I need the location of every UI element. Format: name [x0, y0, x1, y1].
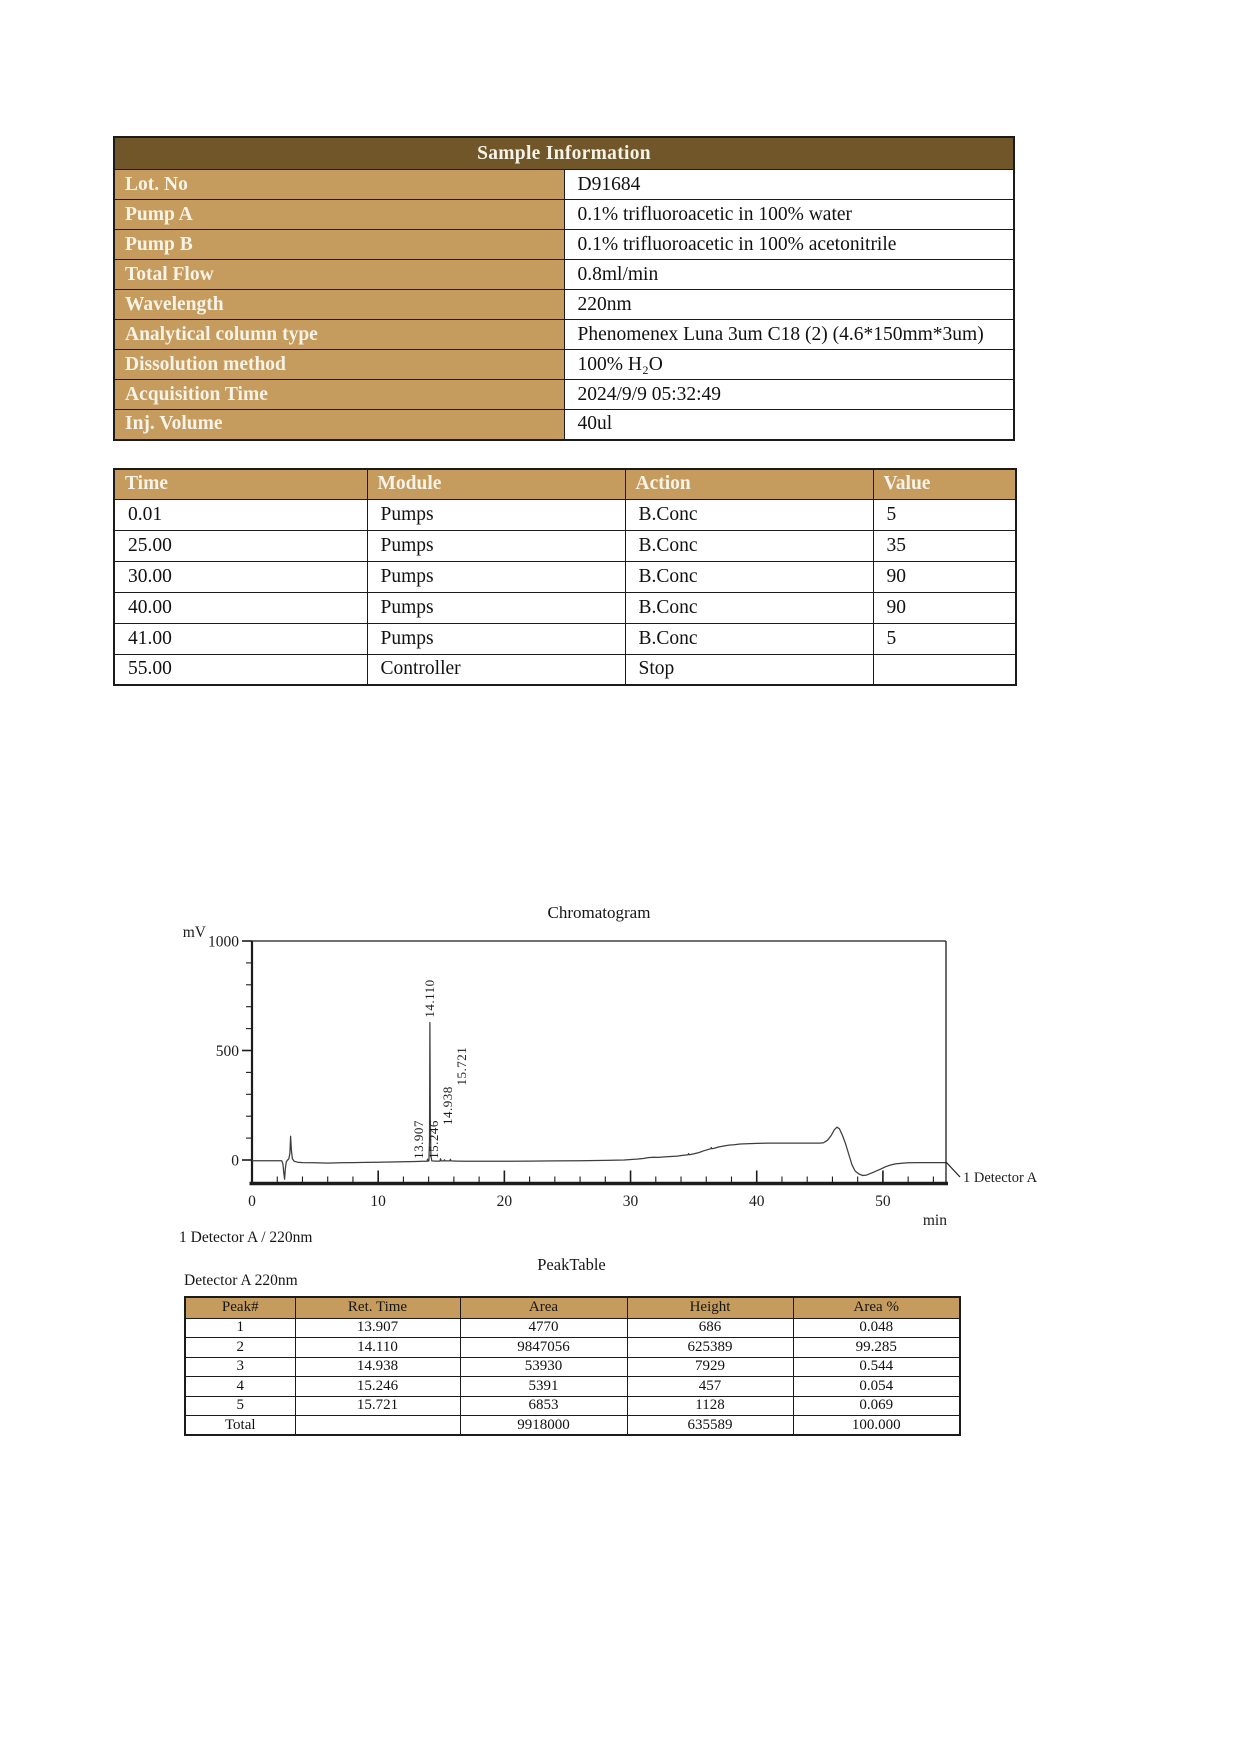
program-row [114, 499, 1016, 530]
peak-cell: 686 [627, 1318, 793, 1338]
x-tick-label: 30 [622, 1193, 639, 1210]
peak-table-body [185, 1318, 960, 1435]
peak-rt-label: 13.907 [411, 1120, 426, 1159]
peak-cell: 457 [627, 1377, 793, 1397]
program-cell: B.Conc [625, 592, 873, 623]
peak-row [185, 1416, 960, 1436]
program-cell: Pumps [367, 499, 625, 530]
sample-info-label: Dissolution method [114, 350, 564, 380]
x-tick-label: 10 [370, 1193, 386, 1210]
sample-info-label: Lot. No [114, 170, 564, 200]
peak-cell: 14.938 [295, 1357, 460, 1377]
program-cell: Controller [367, 654, 625, 685]
peak-table-title: PeakTable [537, 1255, 606, 1274]
peak-row [185, 1377, 960, 1397]
program-table [113, 468, 1017, 686]
sample-info-value: D91684 [564, 170, 1014, 200]
sample-info-row [114, 350, 1014, 380]
program-cell: Pumps [367, 592, 625, 623]
x-tick-label: 50 [875, 1193, 891, 1210]
peak-cell: 3 [185, 1357, 295, 1377]
peak-column-header: Height [627, 1297, 793, 1318]
peak-cell: 625389 [627, 1338, 793, 1358]
program-row [114, 592, 1016, 623]
sample-info-label: Pump A [114, 200, 564, 230]
program-cell: 30.00 [114, 561, 367, 592]
sample-info-row [114, 200, 1014, 230]
program-cell: B.Conc [625, 623, 873, 654]
program-cell: Pumps [367, 561, 625, 592]
program-cell: Pumps [367, 623, 625, 654]
peak-rt-label: 15.246 [426, 1120, 441, 1159]
program-cell: Stop [625, 654, 873, 685]
sample-info-label: Pump B [114, 230, 564, 260]
program-row [114, 654, 1016, 685]
sample-info-row [114, 170, 1014, 200]
y-tick-label: 500 [215, 1043, 239, 1060]
program-cell: B.Conc [625, 499, 873, 530]
x-tick-label: 0 [248, 1193, 256, 1210]
program-cell: 5 [873, 499, 1016, 530]
y-tick-label: 1000 [208, 933, 239, 951]
peak-column-header: Area % [793, 1297, 960, 1318]
peak-column-header: Peak# [185, 1297, 295, 1318]
peak-header-row [185, 1297, 960, 1318]
chromatogram-title: Chromatogram [547, 903, 651, 922]
series-annotation: 1 Detector A [963, 1170, 1038, 1186]
detector-trace [252, 1023, 946, 1180]
chromatogram-chart [140, 880, 1100, 1260]
sample-info-row [114, 290, 1014, 320]
program-cell: 25.00 [114, 530, 367, 561]
peak-cell: 635589 [627, 1416, 793, 1436]
program-cell: B.Conc [625, 561, 873, 592]
program-cell: B.Conc [625, 530, 873, 561]
x-axis-unit-label: min [922, 1212, 947, 1229]
program-cell: 55.00 [114, 654, 367, 685]
peak-cell: 7929 [627, 1357, 793, 1377]
sample-info-row [114, 380, 1014, 410]
peak-rt-label: 15.721 [454, 1046, 469, 1086]
sample-info-value: 2024/9/9 05:32:49 [564, 380, 1014, 410]
peak-row [185, 1338, 960, 1358]
sample-info-value: 220nm [564, 290, 1014, 320]
program-column-header: Time [114, 469, 367, 499]
program-cell: Pumps [367, 530, 625, 561]
sample-info-row [114, 230, 1014, 260]
program-cell: 41.00 [114, 623, 367, 654]
sample-info-row [114, 410, 1014, 440]
peak-cell: 1 [185, 1318, 295, 1338]
sample-info-value: 100% H₂O [564, 350, 1014, 380]
sample-info-label: Inj. Volume [114, 410, 564, 440]
sample-info-value: Phenomenex Luna 3um C18 (2) (4.6*150mm*3um) [564, 320, 1014, 350]
peak-cell: 53930 [460, 1357, 627, 1377]
sample-info-label: Acquisition Time [114, 380, 564, 410]
peak-rt-label: 14.110 [422, 979, 437, 1018]
sample-info-row [114, 320, 1014, 350]
program-cell: 5 [873, 623, 1016, 654]
sample-info-value: 0.1% trifluoroacetic in 100% water [564, 200, 1014, 230]
sample-info-value: 0.8ml/min [564, 260, 1014, 290]
peak-cell: 9847056 [460, 1338, 627, 1358]
program-row [114, 530, 1016, 561]
y-tick-label: 0 [231, 1152, 239, 1170]
program-column-header: Module [367, 469, 625, 499]
program-cell: 90 [873, 592, 1016, 623]
x-tick-label: 20 [496, 1193, 513, 1210]
peak-cell: 15.246 [295, 1377, 460, 1397]
peak-row [185, 1357, 960, 1377]
peak-cell: 0.544 [793, 1357, 960, 1377]
peak-cell: 5 [185, 1396, 295, 1416]
peak-cell: 14.110 [295, 1338, 460, 1358]
peak-cell: 2 [185, 1338, 295, 1358]
peak-cell: 99.285 [793, 1338, 960, 1358]
sample-info-table [113, 136, 1015, 441]
detector-caption: 1 Detector A / 220nm [179, 1229, 313, 1246]
sample-info-value: 0.1% trifluoroacetic in 100% acetonitrile [564, 230, 1014, 260]
peak-cell: 15.721 [295, 1396, 460, 1416]
program-cell: 35 [873, 530, 1016, 561]
program-row [114, 623, 1016, 654]
peak-column-header: Area [460, 1297, 627, 1318]
x-tick-label: 40 [748, 1193, 765, 1210]
peak-row [185, 1318, 960, 1338]
program-body [114, 499, 1016, 685]
peak-cell: 0.048 [793, 1318, 960, 1338]
sample-info-row [114, 260, 1014, 290]
peak-row [185, 1396, 960, 1416]
peak-table [184, 1296, 961, 1436]
peak-cell: 9918000 [460, 1416, 627, 1436]
peak-cell: 0.069 [793, 1396, 960, 1416]
program-cell [873, 654, 1016, 685]
peak-cell: 1128 [627, 1396, 793, 1416]
program-column-header: Value [873, 469, 1016, 499]
program-cell: 90 [873, 561, 1016, 592]
sample-info-label: Analytical column type [114, 320, 564, 350]
peak-rt-label: 14.938 [440, 1086, 455, 1125]
peak-cell: Total [185, 1416, 295, 1436]
peak-cell: 6853 [460, 1396, 627, 1416]
peak-column-header: Ret. Time [295, 1297, 460, 1318]
sample-info-title: Sample Information [114, 137, 1014, 170]
peak-cell: 100.000 [793, 1416, 960, 1436]
sample-info-label: Wavelength [114, 290, 564, 320]
y-axis-unit-label: mV [182, 924, 206, 941]
peak-cell: 5391 [460, 1377, 627, 1397]
sample-info-title-row [114, 137, 1014, 170]
sample-info-value: 40ul [564, 410, 1014, 440]
peak-cell: 13.907 [295, 1318, 460, 1338]
annotation-callout-line [946, 1162, 960, 1177]
peak-cell: 4770 [460, 1318, 627, 1338]
program-column-header: Action [625, 469, 873, 499]
sample-info-body [114, 170, 1014, 440]
program-cell: 40.00 [114, 592, 367, 623]
sample-info-label: Total Flow [114, 260, 564, 290]
peak-cell: 4 [185, 1377, 295, 1397]
peak-table-subtitle: Detector A 220nm [184, 1272, 298, 1289]
program-header-row [114, 469, 1016, 499]
program-row [114, 561, 1016, 592]
program-cell: 0.01 [114, 499, 367, 530]
peak-cell [295, 1416, 460, 1436]
peak-cell: 0.054 [793, 1377, 960, 1397]
